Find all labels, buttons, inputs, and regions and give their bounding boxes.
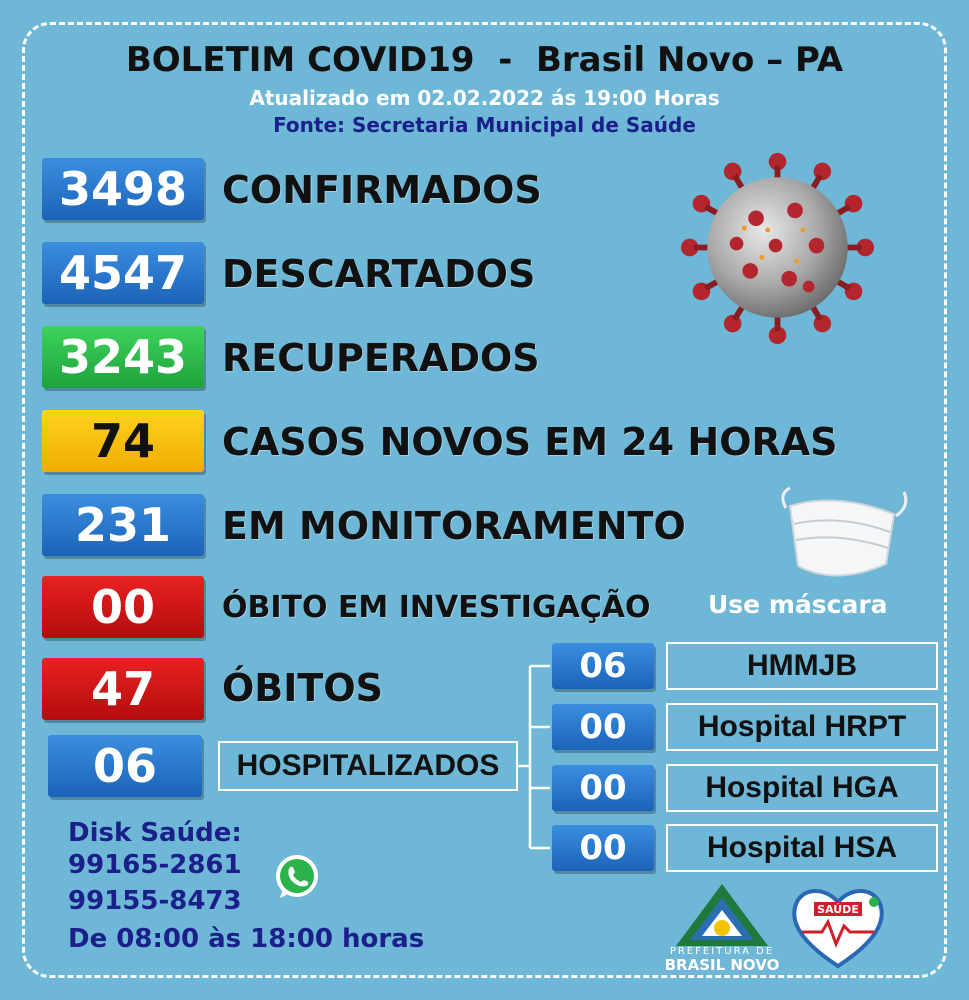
discarded-label: DESCARTADOS (222, 252, 536, 296)
hrpt-label: Hospital HRPT (666, 703, 938, 751)
deaths-count: 47 (42, 658, 204, 720)
whatsapp-icon (272, 852, 322, 902)
virus-icon (680, 150, 875, 345)
bulletin-title: BOLETIM COVID19 - Brasil Novo – PA (125, 40, 844, 80)
deaths-investigation-label: ÓBITO EM INVESTIGAÇÃO (222, 590, 651, 625)
hsa-count: 00 (552, 825, 654, 871)
monitoring-count: 231 (42, 494, 204, 556)
phone-2: 99155-8473 (68, 886, 242, 916)
hga-count: 00 (552, 765, 654, 811)
saude-logo (788, 882, 888, 972)
hospitalized-count: 06 (48, 735, 202, 797)
saude-logo-text: SAÚDE (817, 903, 859, 916)
monitoring-label: EM MONITORAMENTO (222, 504, 686, 548)
hospitalized-label: HOSPITALIZADOS (218, 741, 518, 791)
mask-icon (776, 486, 911, 586)
prefeitura-logo-text-bottom: BRASIL NOVO (664, 956, 780, 974)
confirmed-count: 3498 (42, 158, 204, 220)
deaths-label: ÓBITOS (222, 666, 383, 710)
new-cases-label: CASOS NOVOS EM 24 HORAS (222, 420, 838, 464)
deaths-investigation-count: 00 (42, 576, 204, 638)
hmmjb-count: 06 (552, 643, 654, 689)
confirmed-label: CONFIRMADOS (222, 168, 542, 212)
hga-label: Hospital HGA (666, 764, 938, 812)
use-mask-text: Use máscara (708, 590, 888, 619)
updated-text: Atualizado em 02.02.2022 ás 19:00 Horas (249, 86, 720, 110)
service-hours: De 08:00 às 18:00 horas (68, 924, 425, 954)
new-cases-count: 74 (42, 410, 204, 472)
discarded-count: 4547 (42, 242, 204, 304)
hsa-label: Hospital HSA (666, 824, 938, 872)
source-text: Fonte: Secretaria Municipal de Saúde (273, 113, 696, 137)
recovered-label: RECUPERADOS (222, 336, 540, 380)
hmmjb-label: HMMJB (666, 642, 938, 690)
phone-1: 99165-2861 (68, 850, 242, 880)
recovered-count: 3243 (42, 326, 204, 388)
prefeitura-logo-text-top: PREFEITURA DE (669, 946, 775, 957)
hrpt-count: 00 (552, 704, 654, 750)
disk-saude-title: Disk Saúde: (68, 818, 242, 848)
